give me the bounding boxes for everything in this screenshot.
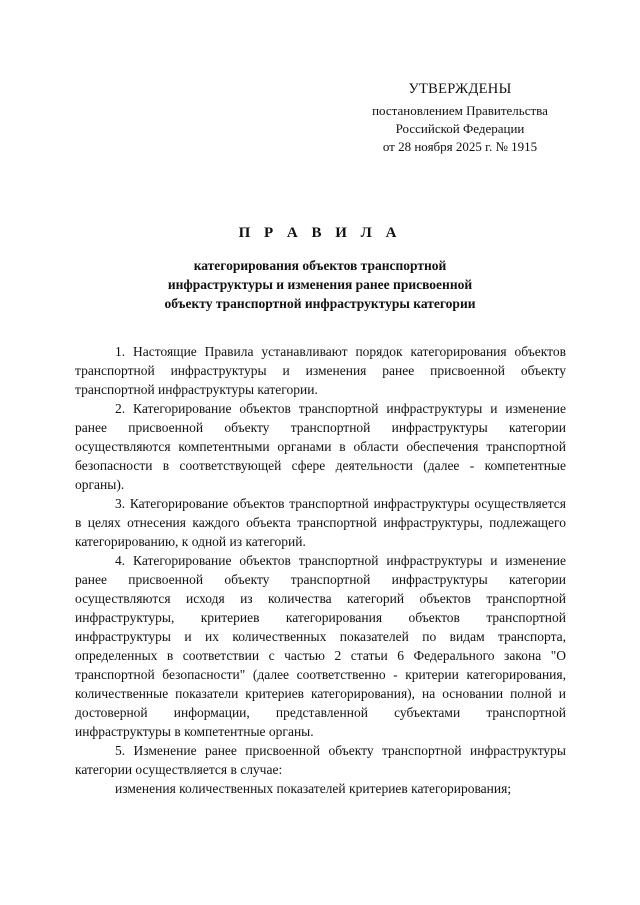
paragraph-1: 1. Настоящие Правила устанавливают порядок категорирования объектов транспортной инфраструктуры и изменения ранее присвоенной объекту транспортной инфраструктуры категории. (75, 344, 566, 397)
approval-line-3: от 28 ноября 2025 г. № 1915 (382, 139, 538, 154)
paragraph-2: 2. Категорирование объектов транспортной инфраструктуры и изменение ранее присвоенной объекту транспортной инфраструктуры категории осуществляются компетентными органами в области обеспечения транспортной безопасности в соответствующей сфере деятельности (далее - компетентные органы). (75, 401, 566, 492)
approval-heading: УТВЕРЖДЕНЫ (408, 81, 512, 97)
approval-line-1: постановлением Правительства (372, 103, 548, 118)
document-subtitle (70, 256, 570, 313)
paragraph-3: 3. Категорирование объектов транспортной инфраструктуры осуществляется в целях отнесения каждого объекта транспортной инфраструктуры, подлежащего категорированию, к одной из категорий. (75, 496, 566, 549)
subtitle-line-2: инфраструктуры и изменения ранее присвоенной (167, 277, 473, 292)
paragraph-4: 4. Категорирование объектов транспортной инфраструктуры и изменение ранее присвоенной объекту транспортной инфраструктуры категории осуществляются исходя из количества категорий объектов транспортной инфраструктуры, критериев категорирования объектов транспортной инфраструктуры и их количественных показателей по видам транспорта, определенных в соответствии с частью 2 статьи 6 Федерального закона "О транспортной безопасности" (далее соответственно - критерии категорирования, количественные показатели критериев категорирования), на основании полной и достоверной информации, представленной субъектами транспортной инфраструктуры в компетентные органы. (75, 553, 566, 739)
title-block (70, 225, 570, 313)
approval-line-2: Российской Федерации (395, 121, 525, 136)
paragraph-6: изменения количественных показателей критериев категорирования; (115, 781, 512, 796)
subtitle-line-1: категорирования объектов транспортной (193, 258, 447, 273)
subtitle-line-3: объекту транспортной инфраструктуры категории (164, 296, 476, 311)
approval-block (330, 80, 590, 156)
document-title: П Р А В И Л А (238, 225, 402, 241)
document-body (75, 342, 566, 798)
paragraph-5: 5. Изменение ранее присвоенной объекту транспортной инфраструктуры категории осуществляется в случае: (75, 743, 566, 777)
